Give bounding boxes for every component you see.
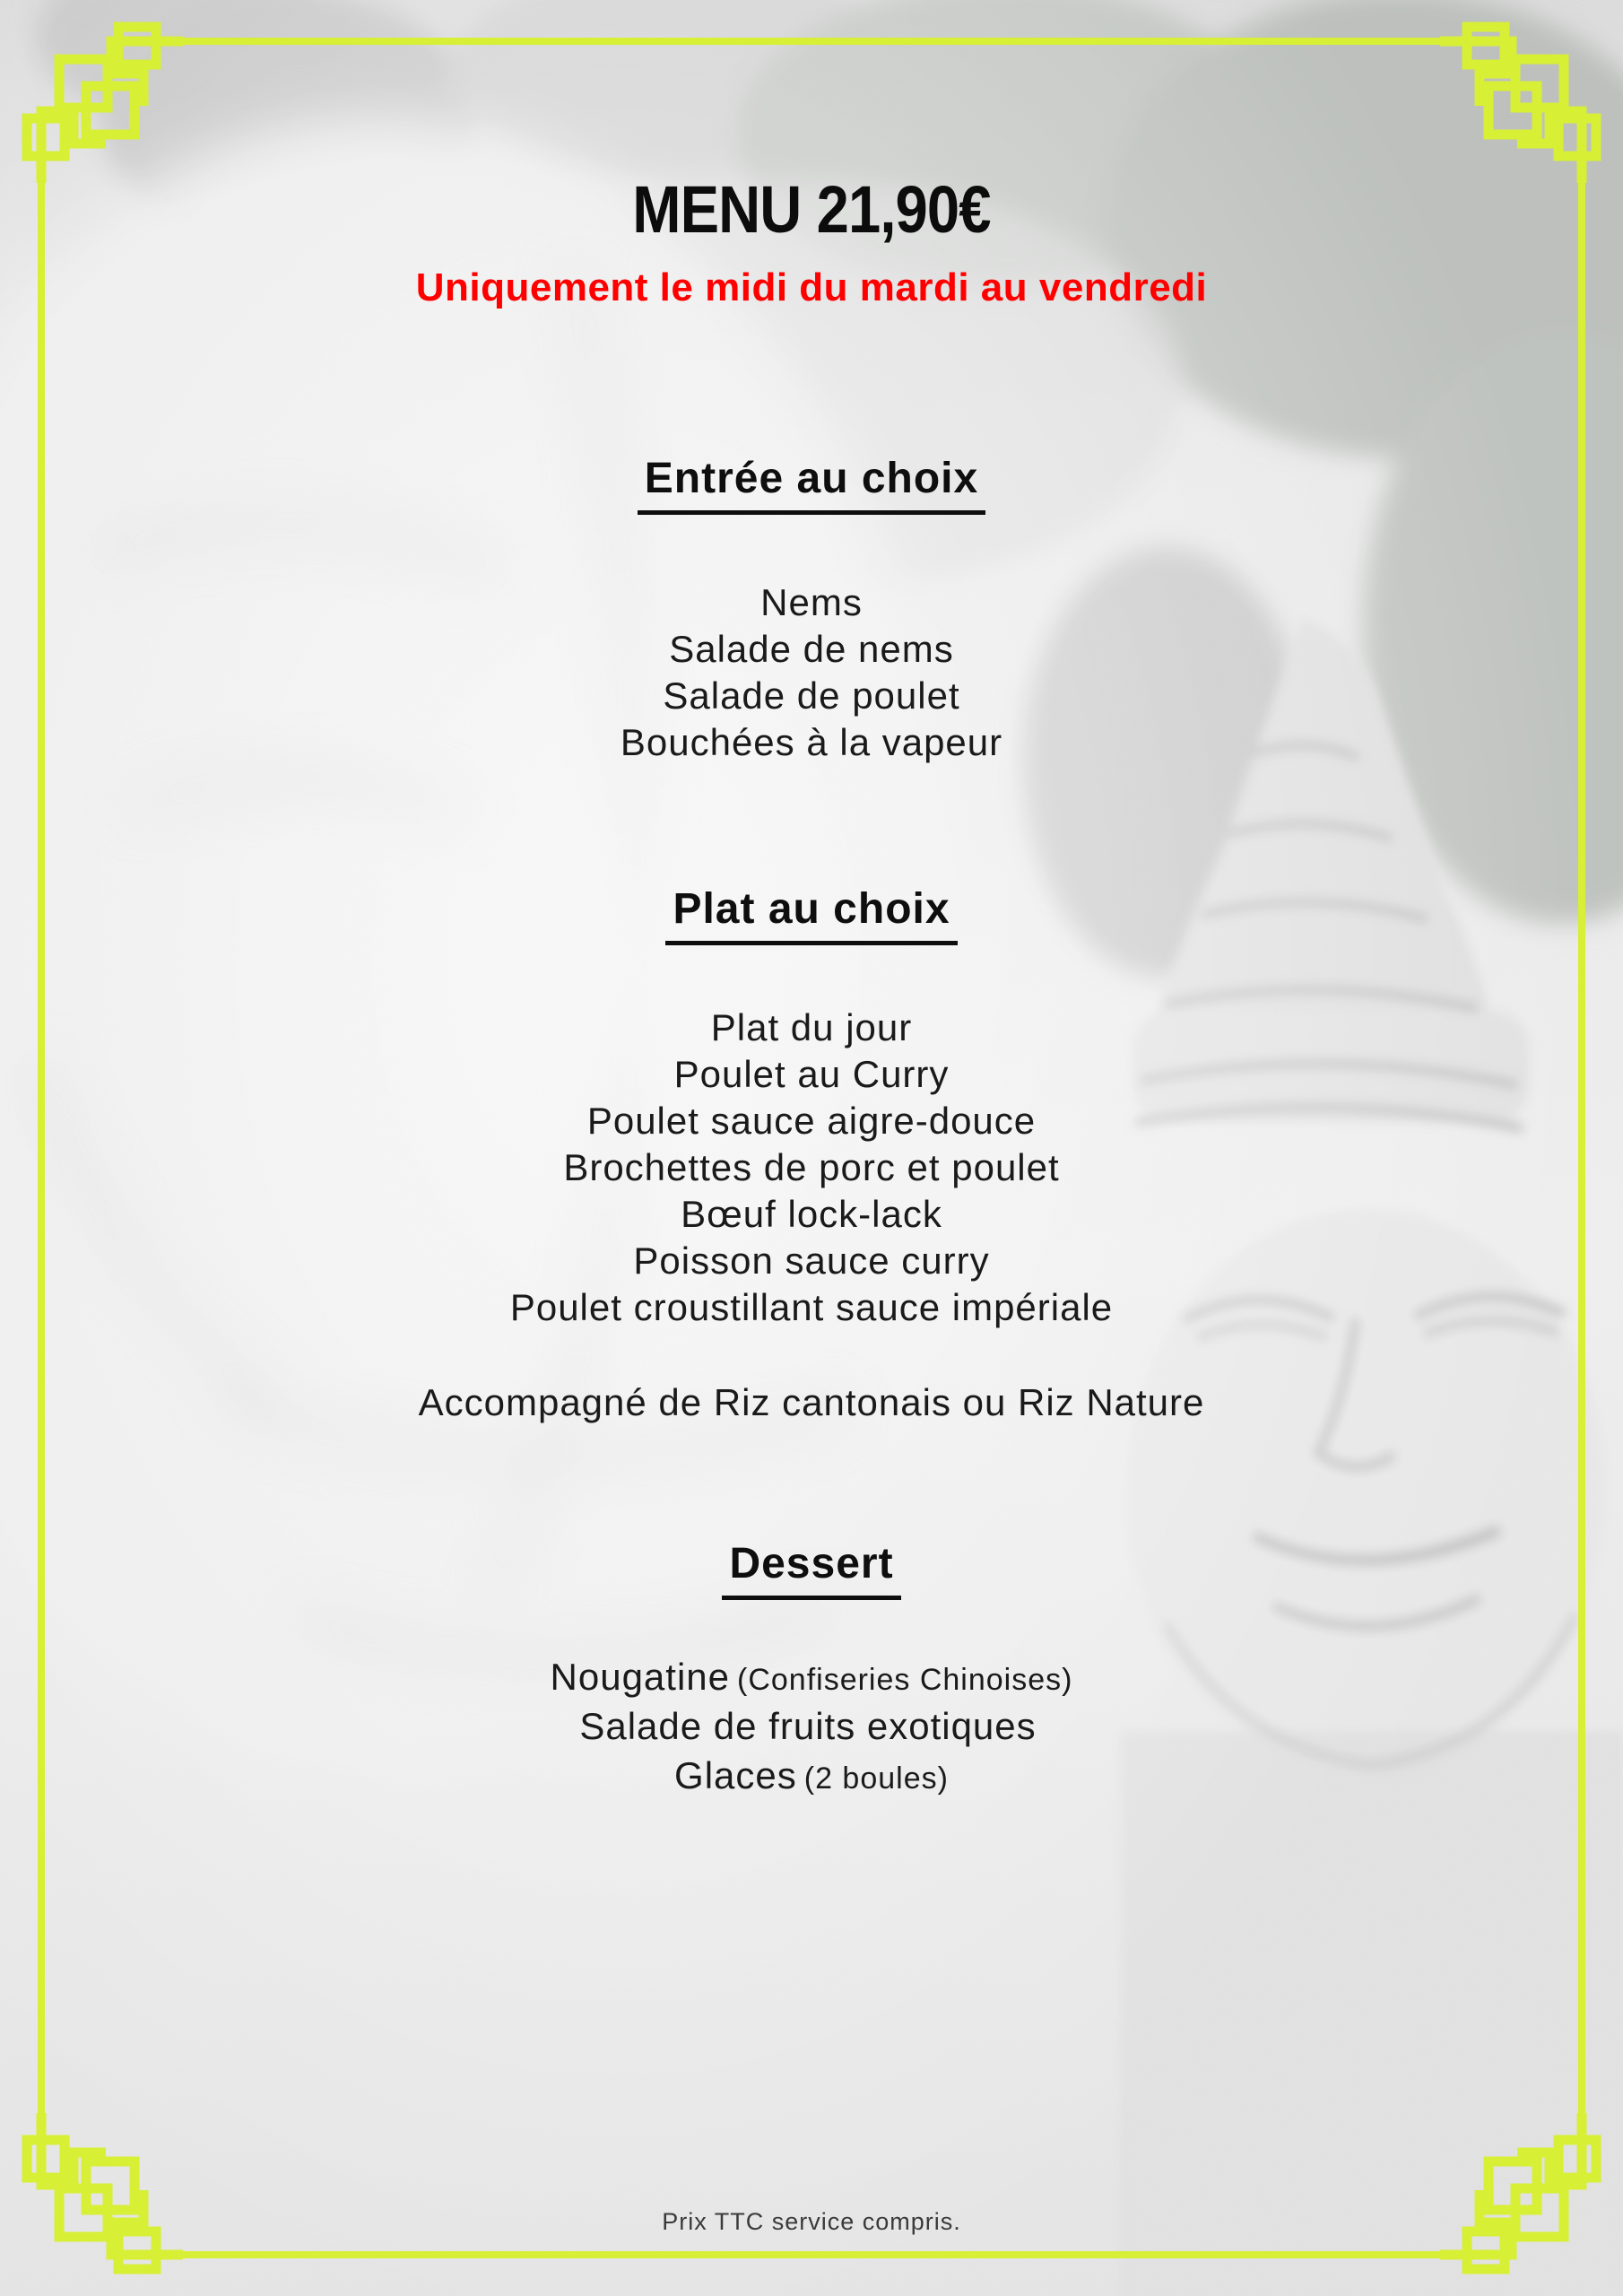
- menu-item: [0, 1752, 1623, 1802]
- dessert-item-list: [0, 1654, 1623, 1802]
- entree-item-list: [0, 579, 1623, 766]
- menu-item: Poisson sauce curry: [633, 1239, 990, 1282]
- menu-price-title: MENU 21,90€: [632, 172, 991, 247]
- footer-note: Prix TTC service compris.: [662, 2208, 961, 2235]
- dessert-detail: (2 boules): [803, 1761, 949, 1796]
- plat-item-list: [0, 1004, 1623, 1331]
- menu-item: Poulet croustillant sauce impériale: [509, 1286, 1114, 1328]
- section-heading-entree: Entrée au choix: [0, 454, 1623, 515]
- dessert-name: Salade de fruits exotiques: [579, 1705, 1037, 1747]
- menu-item: Salade de poulet: [663, 674, 960, 717]
- menu-item: Nems: [760, 581, 863, 623]
- menu-subtitle: Uniquement le midi du mardi au vendredi: [415, 265, 1208, 309]
- menu-item: Poulet sauce aigre-douce: [586, 1100, 1037, 1142]
- menu-item: Salade de nems: [669, 628, 954, 670]
- menu-item: [0, 1654, 1623, 1703]
- menu-item: Brochettes de porc et poulet: [563, 1146, 1060, 1188]
- dessert-name: Nougatine: [550, 1656, 730, 1698]
- page-title: [0, 172, 1623, 248]
- dessert-detail: (Confiseries Chinoises): [737, 1663, 1073, 1697]
- section-heading-dessert: Dessert: [0, 1539, 1623, 1600]
- menu-item: Poulet au Curry: [673, 1053, 950, 1095]
- menu-item: Bouchées à la vapeur: [620, 721, 1003, 763]
- menu-item: [0, 1703, 1623, 1752]
- section-heading-plat: Plat au choix: [0, 884, 1623, 945]
- menu-item: Bœuf lock-lack: [681, 1193, 942, 1235]
- menu-item: Plat du jour: [710, 1006, 913, 1048]
- side-note: Accompagné de Riz cantonais ou Riz Nature: [418, 1381, 1205, 1423]
- dessert-name: Glaces: [674, 1754, 797, 1796]
